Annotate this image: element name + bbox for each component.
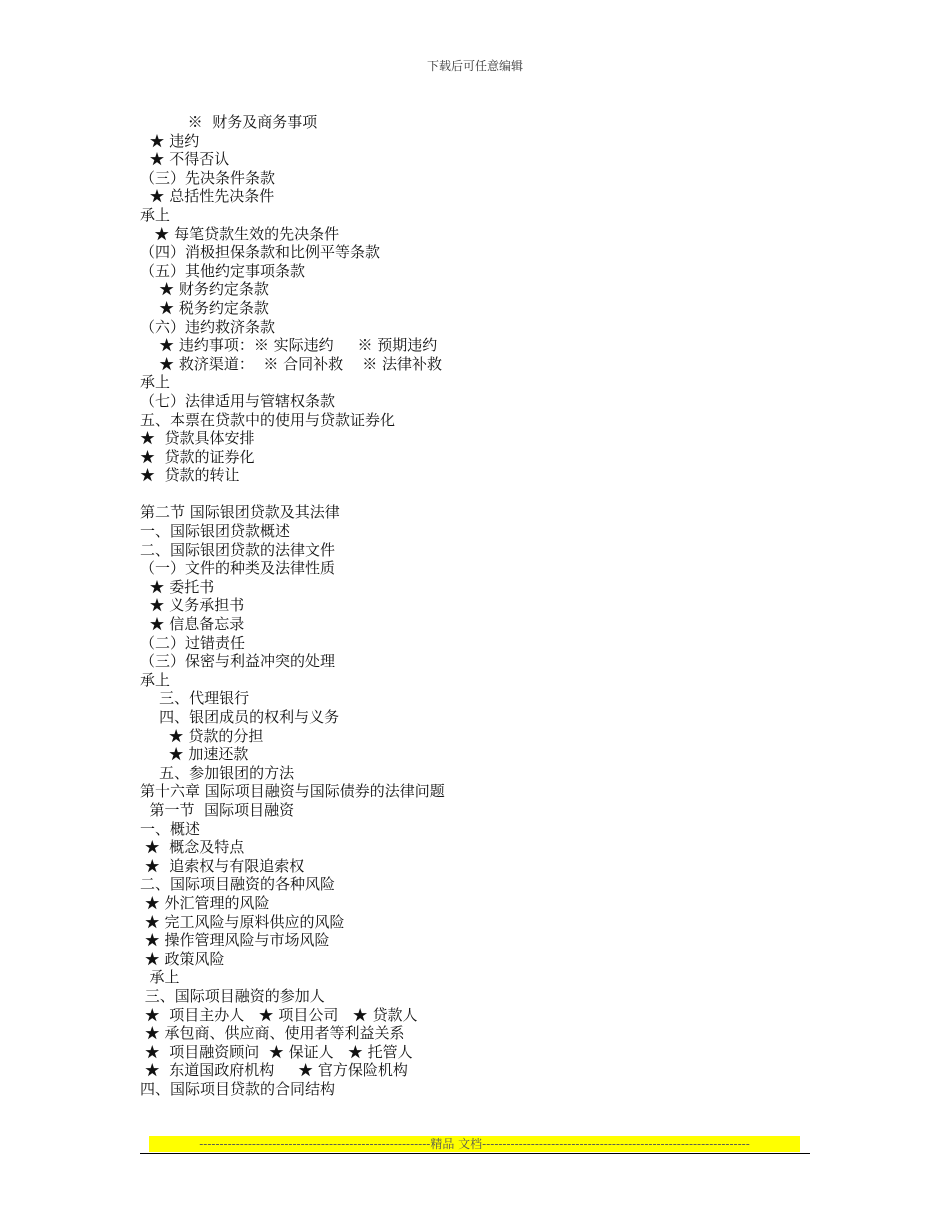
text-line: （六）违约救济条款 xyxy=(140,317,276,336)
text-line: ★ 概念及特点 xyxy=(140,838,245,857)
text-line: （一）文件的种类及法律性质 xyxy=(140,559,336,578)
text-line: ★ 贷款的分担 xyxy=(140,726,264,745)
text-line: 第十六章 国际项目融资与国际债券的法律问题 xyxy=(140,782,445,801)
text-line: 承上 xyxy=(140,373,171,392)
text-line: （四）消极担保条款和比例平等条款 xyxy=(140,243,381,262)
text-line: ★ 项目主办人 ★ 项目公司 ★ 贷款人 xyxy=(140,1005,418,1024)
text-line: ★ 每笔贷款生效的先决条件 xyxy=(140,224,340,243)
text-line: ★ 委托书 xyxy=(140,577,215,596)
text-line: 承上 xyxy=(140,670,171,689)
text-line: ※ 财务及商务事项 xyxy=(140,113,318,131)
text-line: ★ 税务约定条款 xyxy=(140,298,269,317)
text-line: ★ 救济渠道： ※ 合同补救 ※ 法律补救 xyxy=(140,354,442,373)
text-line: ★ 操作管理风险与市场风险 xyxy=(140,931,330,950)
text-line: 三、国际项目融资的参加人 xyxy=(140,986,325,1005)
text-line: 四、银团成员的权利与义务 xyxy=(140,708,340,726)
text-line: ★ 违约事项：※ 实际违约 ※ 预期违约 xyxy=(140,336,438,355)
text-line: 三、代理银行 xyxy=(140,689,250,708)
text-line: ★ 义务承担书 xyxy=(140,596,245,615)
footer-rule xyxy=(140,1153,810,1154)
text-line: 第一节 国际项目融资 xyxy=(140,800,295,819)
text-line: 一、国际银团贷款概述 xyxy=(140,522,291,541)
blank-line xyxy=(140,485,840,504)
text-line: ★ 外汇管理的风险 xyxy=(140,893,270,912)
text-line: 第二节 国际银团贷款及其法律 xyxy=(140,503,340,522)
text-line: 承上 xyxy=(140,968,180,987)
text-line: （三）保密与利益冲突的处理 xyxy=(140,652,336,671)
text-line: ★ 违约 xyxy=(140,131,200,150)
page-header: 下载后可任意编辑 xyxy=(426,59,523,73)
text-line: 承上 xyxy=(140,205,171,224)
text-line: ★ 贷款的证券化 xyxy=(140,447,255,466)
text-line: ★ 信息备忘录 xyxy=(140,615,245,634)
text-line: ★ 贷款具体安排 xyxy=(140,429,255,448)
text-line: （七）法律适用与管辖权条款 xyxy=(140,391,336,410)
text-line: 五、本票在贷款中的使用与贷款证券化 xyxy=(140,410,396,429)
text-line: （二）过错责任 xyxy=(140,633,246,652)
text-line: 二、国际项目融资的各种风险 xyxy=(140,875,336,894)
text-line: ★ 贷款的转让 xyxy=(140,466,240,485)
text-line: 四、国际项目贷款的合同结构 xyxy=(140,1079,336,1098)
text-line: （三）先决条件条款 xyxy=(140,168,276,187)
text-line: ★ 承包商、供应商、使用者等利益关系 xyxy=(140,1024,405,1043)
text-line: ★ 完工风险与原料供应的风险 xyxy=(140,912,345,931)
text-line: ★ 财务约定条款 xyxy=(140,280,269,299)
text-line: （五）其他约定事项条款 xyxy=(140,261,306,280)
footer-banner: ---------------------------------------------------------精品 文档------------------------------------------------------------------ xyxy=(149,1136,800,1152)
text-line: ★ 追索权与有限追索权 xyxy=(140,856,305,875)
text-line: ★ 项目融资顾问 ★ 保证人 ★ 托管人 xyxy=(140,1042,413,1061)
text-line: 一、概述 xyxy=(140,819,201,838)
text-line: 二、国际银团贷款的法律文件 xyxy=(140,540,336,559)
text-line: ★ 政策风险 xyxy=(140,949,225,968)
text-line: ★ 总括性先决条件 xyxy=(140,187,275,206)
text-line: ★ 不得否认 xyxy=(140,150,230,169)
text-line: ★ 加速还款 xyxy=(140,745,249,764)
text-line: 五、参加银团的方法 xyxy=(140,763,295,782)
text-line: ★ 东道国政府机构 ★ 官方保险机构 xyxy=(140,1061,408,1080)
document-body xyxy=(140,113,840,1098)
